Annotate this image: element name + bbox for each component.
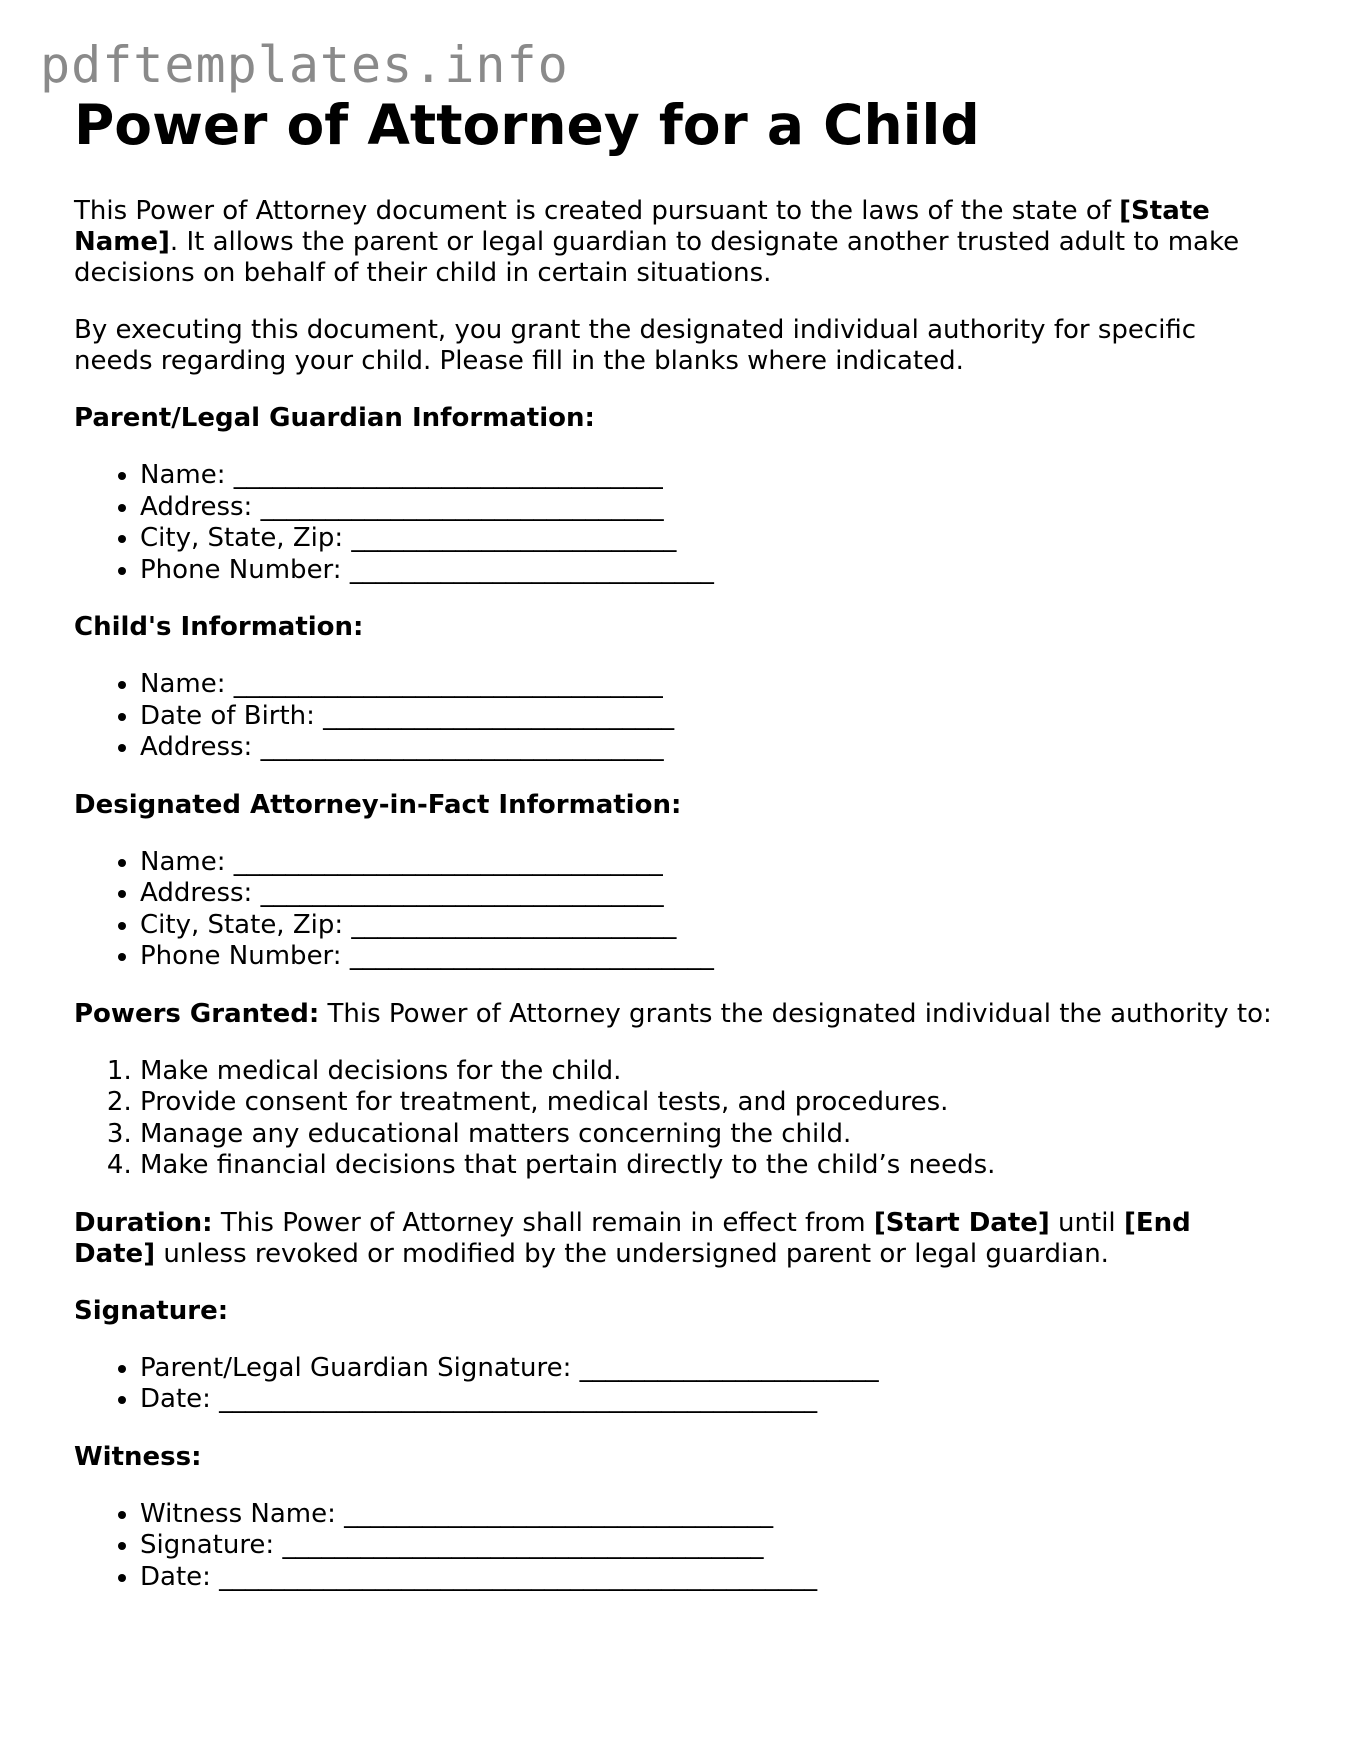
- attorney-address-field: • Address: _______________________________: [140, 878, 1274, 910]
- attorney-name-field: • Name: _________________________________: [140, 847, 1274, 879]
- duration-text-b: until: [1049, 1207, 1124, 1238]
- witness-signature-field: • Signature: _____________________________________: [140, 1530, 1274, 1562]
- parent-address-field: • Address: _______________________________: [140, 492, 1274, 524]
- powers-label: Powers Granted:: [74, 998, 320, 1029]
- state-name-placeholder: [State Name]: [74, 196, 1210, 257]
- intro-text-b: . It allows the parent or legal guardian to designate another trusted adult to make decisions on behalf of their child in certain situations.: [74, 227, 1240, 288]
- witness-list: [74, 1499, 1274, 1594]
- intro-paragraph-1: [74, 196, 1274, 289]
- power-item: 1. Make medical decisions for the child.: [140, 1056, 1274, 1088]
- power-item: 4. Make financial decisions that pertain directly to the child’s needs.: [140, 1150, 1274, 1182]
- power-item: 2. Provide consent for treatment, medical tests, and procedures.: [140, 1087, 1274, 1119]
- intro-text-a: This Power of Attorney document is created pursuant to the laws of the state of: [74, 196, 1120, 226]
- start-date-placeholder: [Start Date]: [873, 1207, 1050, 1238]
- powers-text: This Power of Attorney grants the designated individual the authority to:: [319, 998, 1272, 1029]
- attorney-phone-field: • Phone Number: ____________________________: [140, 941, 1274, 973]
- watermark: pdftemplates.info: [40, 36, 569, 94]
- parent-info-list: [74, 460, 1274, 586]
- attorney-city-state-zip-field: • City, State, Zip: _________________________: [140, 910, 1274, 942]
- parent-section-heading: Parent/Legal Guardian Information:: [74, 403, 595, 433]
- child-info-list: [74, 669, 1274, 764]
- duration-text-c: unless revoked or modified by the undersigned parent or legal guardian.: [155, 1238, 1109, 1269]
- duration-label: Duration:: [74, 1207, 213, 1238]
- signature-list: [74, 1353, 1274, 1416]
- parent-city-state-zip-field: • City, State, Zip: _________________________: [140, 523, 1274, 555]
- power-item: 3. Manage any educational matters concerning the child.: [140, 1119, 1274, 1151]
- child-address-field: • Address: _______________________________: [140, 732, 1274, 764]
- duration-text-a: This Power of Attorney shall remain in effect from: [212, 1207, 874, 1238]
- duration-paragraph: [74, 1208, 1274, 1270]
- parent-phone-field: • Phone Number: ____________________________: [140, 555, 1274, 587]
- witness-name-field: • Witness Name: _________________________________: [140, 1499, 1274, 1531]
- signature-section-heading: Signature:: [74, 1295, 229, 1326]
- attorney-section-heading: Designated Attorney-in-Fact Information:: [74, 789, 682, 820]
- powers-list: [74, 1056, 1274, 1182]
- parent-name-field: • Name: _________________________________: [140, 460, 1274, 492]
- guardian-signature-field: • Parent/Legal Guardian Signature: _______________________: [140, 1353, 1274, 1385]
- powers-paragraph: [74, 999, 1274, 1030]
- child-section-heading: Child's Information:: [74, 612, 364, 642]
- witness-section-heading: Witness:: [74, 1441, 202, 1472]
- end-date-placeholder: [End Date]: [74, 1207, 1191, 1269]
- signature-date-field: • Date: ______________________________________________: [140, 1384, 1274, 1416]
- document-page: [74, 92, 1274, 1619]
- witness-date-field: • Date: ______________________________________________: [140, 1562, 1274, 1594]
- child-name-field: • Name: _________________________________: [140, 669, 1274, 701]
- child-dob-field: • Date of Birth: ___________________________: [140, 701, 1274, 733]
- attorney-info-list: [74, 847, 1274, 973]
- intro-paragraph-2: By executing this document, you grant the designated individual authority for specific needs regarding your child. Please fill in the blanks where indicated.: [74, 315, 1197, 376]
- document-title: Power of Attorney for a Child: [74, 93, 980, 157]
